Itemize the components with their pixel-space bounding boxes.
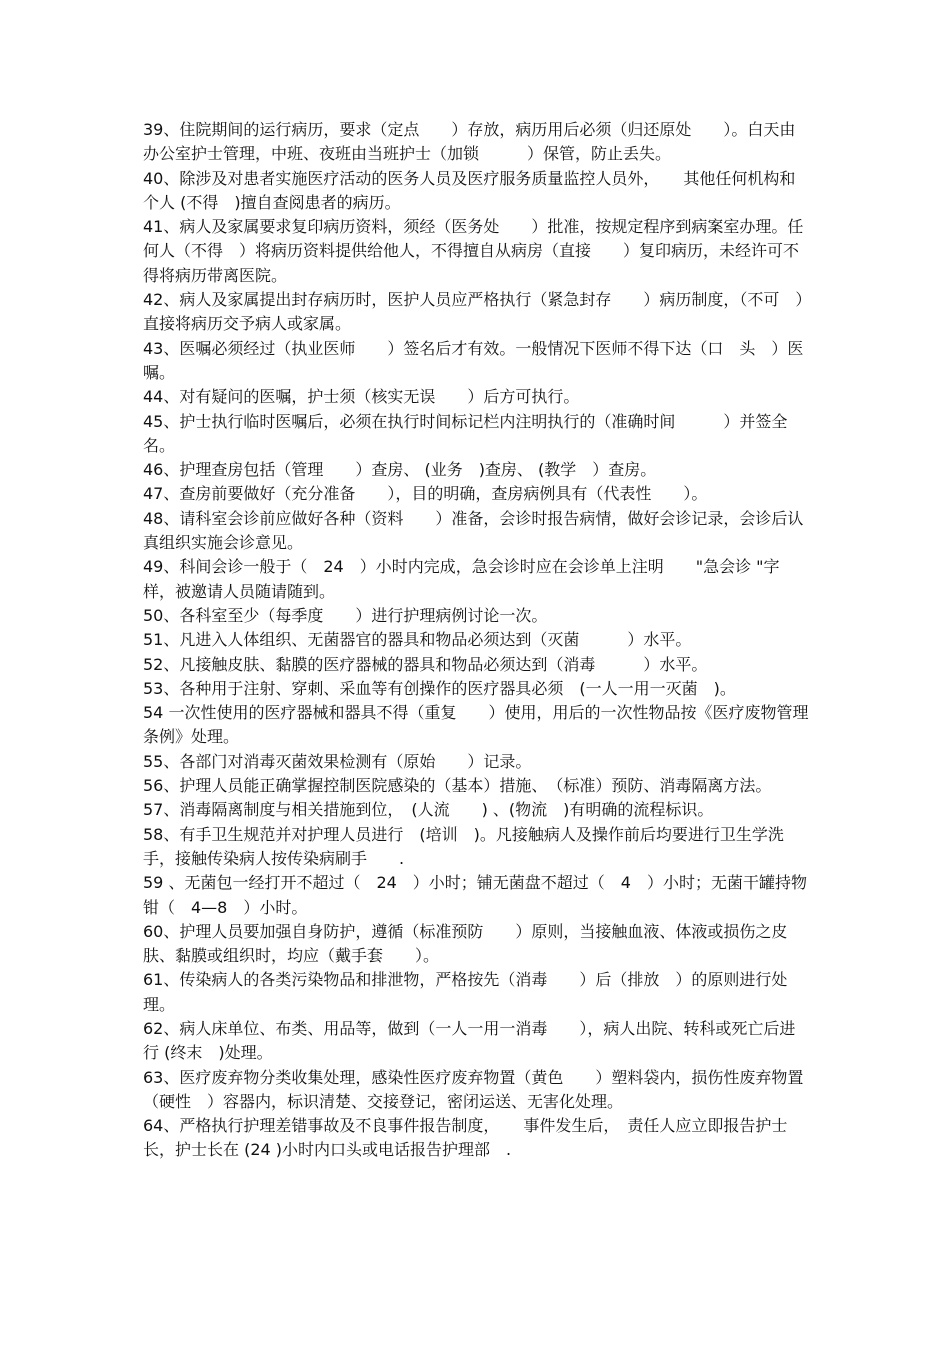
question-53: 53、各种用于注射、穿刺、采血等有创操作的医疗器具必须 (一人一用一灭菌 )。 — [143, 678, 736, 698]
question-45: 45、护士执行临时医嘱后，必须在执行时间标记栏内注明执行的（准确时间 ）并签全名。 — [143, 411, 788, 455]
question-62: 62、病人床单位、布类、用品等，做到（一人一用一消毒 ），病人出院、转科或死亡后进行 (终末 )处理。 — [143, 1018, 796, 1063]
question-40: 40、除涉及对患者实施医疗活动的医务人员及医疗服务质量监控人员外， 其他任何机构和个人 (不得 )擅自查阅患者的病历。 — [143, 168, 796, 212]
question-60: 60、护理人员要加强自身防护，遵循（标准预防 ）原则，当接触血液、体液或损伤之皮肤、黏膜或组织时，均应（戴手套 ）。 — [143, 921, 788, 966]
question-51: 51、凡进入人体组织、无菌器官的器具和物品必须达到（灭菌 ）水平。 — [143, 630, 692, 650]
question-42: 42、病人及家属提出封存病历时，医护人员应严格执行（紧急封存 ）病历制度，（不可 ）直接将病历交予病人或家属。 — [143, 290, 804, 334]
question-49: 49、科间会诊一般于（ 24 ）小时内完成，急会诊时应在会诊单上注明 "急会诊 "字样，被邀请人员随请随到。 — [143, 557, 780, 601]
question-list — [143, 118, 811, 1163]
question-48: 48、请科室会诊前应做好各种（资料 ）准备，会诊时报告病情，做好会诊记录，会诊后认真组织实施会诊意见。 — [143, 508, 804, 553]
question-57: 57、消毒隔离制度与相关措施到位， (人流 ) 、(物流 )有明确的流程标识。 — [143, 800, 714, 820]
question-64: 64、严格执行护理差错事故及不良事件报告制度， 事件发生后， 责任人应立即报告护士长，护士长在 (24 )小时内口头或电话报告护理部 . — [143, 1116, 788, 1160]
question-52: 52、凡接触皮肤、黏膜的医疗器械的器具和物品必须达到（消毒 ）水平。 — [143, 654, 708, 674]
question-43: 43、医嘱必须经过（执业医师 ）签名后才有效。一般情况下医师不得下达（口 头 ）医嘱。 — [143, 338, 804, 382]
question-54: 54 一次性使用的医疗器械和器具不得（重复 ）使用，用后的一次性物品按《医疗废物管理条例》处理。 — [143, 703, 809, 747]
question-63: 63、医疗废弃物分类收集处理，感染性医疗废弃物置（黄色 ）塑料袋内，损伤性废弃物置（硬性 ）容器内，标识清楚、交接登记，密闭运送、无害化处理。 — [143, 1067, 804, 1111]
question-59: 59 、无菌包一经打开不超过（ 24 ）小时；铺无菌盘不超过（ 4 ）小时；无菌干罐持物钳（ 4—8 ）小时。 — [143, 873, 807, 917]
question-47: 47、查房前要做好（充分准备 ），目的明确，查房病例具有（代表性 ）。 — [143, 484, 708, 504]
question-39: 39、住院期间的运行病历，要求（定点 ）存放，病历用后必须（归还原处 ）。白天由办公室护士管理，中班、夜班由当班护士（加锁 ）保管，防止丢失。 — [143, 120, 796, 164]
question-58: 58、有手卫生规范并对护理人员进行 (培训 )。凡接触病人及操作前后均要进行卫生学洗手，接触传染病人按传染病刷手 . — [143, 824, 784, 868]
question-61: 61、传染病人的各类污染物品和排泄物，严格按先（消毒 ）后（排放 ）的原则进行处理。 — [143, 970, 788, 1014]
question-41: 41、病人及家属要求复印病历资料，须经（医务处 ）批准，按规定程序到病案室办理。任何人（不得 ）将病历资料提供给他人，不得擅自从病房（直接 ）复印病历，未经许可不得将病历带离医院。 — [143, 217, 804, 285]
question-56: 56、护理人员能正确掌握控制医院感染的（基本）措施、 （标准）预防、消毒隔离方法。 — [143, 776, 772, 796]
question-50: 50、各科室至少（每季度 ）进行护理病例讨论一次。 — [143, 605, 548, 625]
question-55: 55、各部门对消毒灭菌效果检测有（原始 ）记录。 — [143, 751, 532, 771]
question-46: 46、护理查房包括（管理 ）查房、 (业务 )查房、 (教学 ）查房。 — [143, 460, 657, 480]
question-44: 44、对有疑问的医嘱，护士须（核实无误 ）后方可执行。 — [143, 387, 580, 407]
